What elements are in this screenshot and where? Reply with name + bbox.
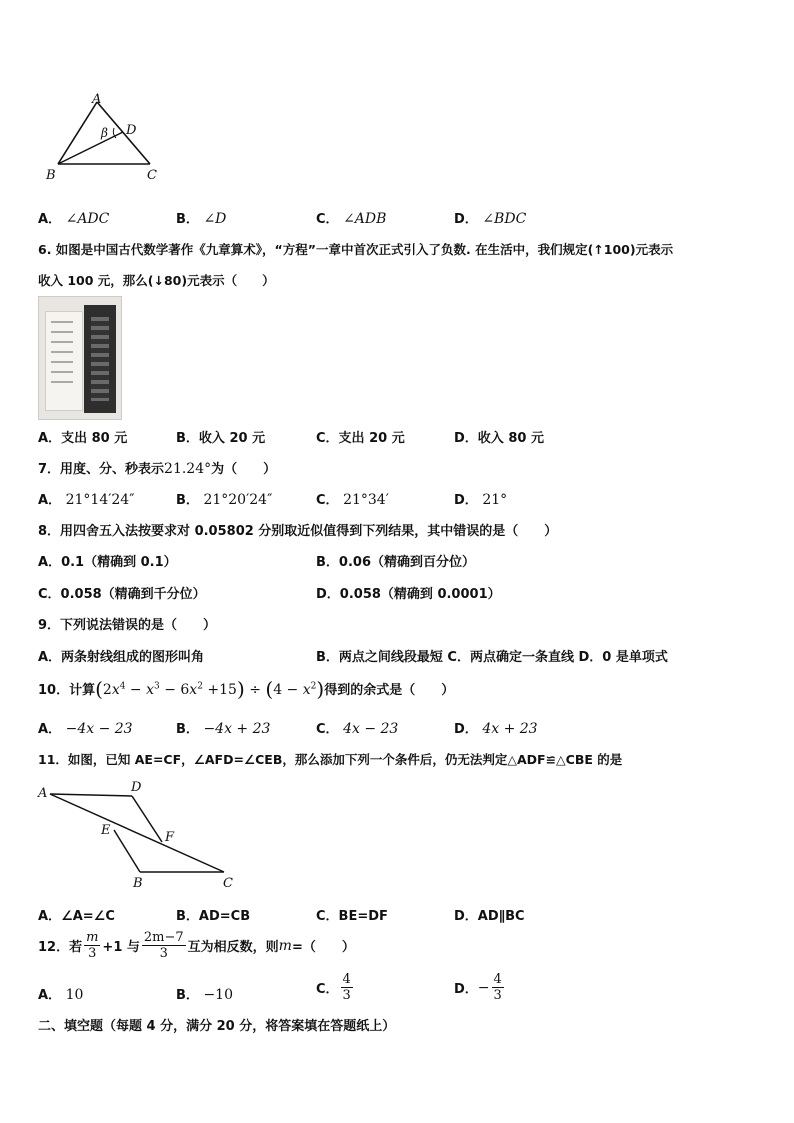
q12-option-d[interactable] [454, 972, 506, 1003]
fraction-denominator: 3 [493, 988, 502, 1003]
vertex-label-a: A [92, 92, 102, 107]
option-letter: D． [454, 212, 478, 227]
option-text: 21°34′ [343, 492, 389, 508]
fraction-denominator: 3 [342, 988, 351, 1003]
q12-stem-post: 互为相反数，则 [187, 940, 279, 955]
q9-options-bcd[interactable]: B．两点之间线段最短 C．两点确定一条直线 D．0 是单项式 [316, 650, 668, 665]
vertex-label-f: F [165, 830, 175, 845]
q12-stem-tail: =（ ） [291, 940, 355, 955]
q11-option-d[interactable] [454, 905, 525, 924]
vertex-label-c: C [223, 876, 233, 891]
option-letter: A． [38, 431, 62, 446]
option-letter: B． [176, 988, 199, 1003]
book-script [51, 321, 73, 391]
q10-stem-post: 得到的余式是（ ） [324, 683, 455, 698]
option-text: −4x − 23 [65, 721, 133, 737]
option-letter: B． [176, 493, 199, 508]
option-text: 支出 20 元 [338, 431, 405, 446]
q10-expression: $(2x^4 - x^3 - 6x^2 +15) \div (4 - x^2)$ [95, 677, 325, 701]
option-text: 0.058（精确到千分位） [60, 587, 206, 602]
q7-option-d[interactable] [454, 489, 507, 508]
option-letter: C． [316, 722, 339, 737]
q5-option-d[interactable] [454, 208, 526, 227]
q11-option-a[interactable] [38, 905, 115, 924]
angle-label-beta: β [101, 126, 108, 140]
q7-option-c[interactable] [316, 489, 389, 508]
q6-stem-line1: 6. 如图是中国古代数学著作《九章算术》，“方程”一章中首次正式引入了负数. 在生活中，我们规定(↑100)元表示 [38, 242, 674, 257]
q8-stem: 8．用四舍五入法按要求对 0.05802 分别取近似值得到下列结果，其中错误的是（ ） [38, 524, 558, 539]
option-text: 0.058（精确到 0.0001） [339, 587, 501, 602]
q12-stem-pre: 12．若 [38, 940, 83, 955]
option-letter: A． [38, 493, 62, 508]
option-letter: D． [454, 431, 478, 446]
option-letter: A． [38, 212, 62, 227]
vertex-label-a: A [38, 786, 48, 801]
q12-option-a[interactable] [38, 984, 83, 1003]
option-letter: B． [176, 431, 199, 446]
option-text: 支出 80 元 [61, 431, 128, 446]
option-letter: A． [38, 988, 62, 1003]
q6-option-c[interactable] [316, 427, 405, 446]
q8-option-a[interactable] [38, 551, 177, 570]
q8-option-b[interactable] [316, 551, 475, 570]
q6-option-a[interactable] [38, 427, 127, 446]
fraction-4-over-3 [341, 972, 353, 1003]
option-text: AD=CB [198, 909, 251, 924]
option-text: ∠ADB [343, 211, 387, 227]
option-text: 收入 80 元 [477, 431, 544, 446]
option-letter: A． [38, 909, 62, 924]
q12-stem [38, 930, 355, 961]
option-text: BE=DF [338, 909, 388, 924]
q7-stem-pre: 7．用度、分、秒表示 [38, 462, 165, 477]
q7-option-b[interactable] [176, 489, 272, 508]
option-letter: C． [38, 587, 61, 602]
vertex-label-d: D [131, 780, 142, 795]
option-letter: A． [38, 722, 62, 737]
vertex-label-b: B [133, 876, 143, 891]
option-text: 4x + 23 [482, 721, 538, 737]
option-text: 10 [65, 987, 84, 1003]
q5-option-c[interactable] [316, 208, 386, 227]
option-text: 收入 20 元 [198, 431, 266, 446]
option-text: AD∥BC [477, 909, 525, 924]
q12-variable-m: m [278, 937, 292, 954]
vertex-label-d: D [126, 123, 137, 138]
option-text: 4x − 23 [343, 721, 399, 737]
q7-stem [38, 458, 276, 477]
option-text: 21°14′24″ [65, 492, 135, 508]
vertex-label-b: B [46, 168, 56, 183]
fraction-numerator: 2m−7 [143, 930, 184, 945]
option-text: ∠A=∠C [61, 909, 115, 924]
option-letter: C． [316, 982, 339, 997]
q11-stem: 11．如图，已知 AE=CF，∠AFD=∠CEB，那么添加下列一个条件后，仍无法判定△ADF≌△CBE 的是 [38, 752, 623, 767]
q10-option-c[interactable] [316, 718, 398, 737]
q12-option-c[interactable] [316, 972, 355, 1003]
option-text: 21° [482, 492, 508, 508]
option-letter: A． [38, 555, 62, 570]
option-text: ∠D [203, 211, 227, 227]
option-letter: C． [316, 431, 339, 446]
q6-stem-line2: 收入 100 元，那么(↓80)元表示（ ） [38, 273, 275, 288]
option-sign: − [477, 979, 490, 996]
q10-option-d[interactable] [454, 718, 538, 737]
option-letter: B． [176, 909, 199, 924]
option-letter: B． [176, 212, 199, 227]
option-letter: D． [454, 722, 478, 737]
q9-stem: 9．下列说法错误的是（ ） [38, 618, 217, 633]
q12-stem-mid: +1 与 [102, 940, 140, 955]
q7-option-a[interactable] [38, 489, 134, 508]
option-letter: D． [454, 493, 478, 508]
q8-option-d[interactable] [316, 583, 501, 602]
q7-stem-value: 21.24° [164, 461, 212, 477]
fraction-numerator: m [86, 930, 99, 945]
q11-option-b[interactable] [176, 905, 250, 924]
q10-option-a[interactable] [38, 718, 133, 737]
fraction-denominator: 3 [88, 946, 97, 961]
option-letter: C． [316, 493, 339, 508]
vertex-label-e: E [101, 823, 111, 838]
option-text: 0.06（精确到百分位） [338, 555, 475, 570]
option-letter: C． [316, 212, 339, 227]
q12-option-b[interactable] [176, 984, 233, 1003]
fraction-2m-7-over-3 [142, 930, 186, 961]
vertex-label-c: C [147, 168, 157, 183]
option-letter: D． [454, 909, 478, 924]
option-text: 0.1（精确到 0.1） [61, 555, 177, 570]
option-letter: B． [176, 722, 199, 737]
option-text: 21°20′24″ [203, 492, 273, 508]
option-letter: D． [454, 982, 478, 997]
q10-stem-pre: 10．计算 [38, 683, 96, 698]
book-photo-image [38, 296, 122, 420]
book-spine-title [91, 317, 109, 401]
fraction-numerator: 4 [342, 972, 351, 987]
option-letter: D． [316, 587, 340, 602]
q5-option-b[interactable] [176, 208, 226, 227]
option-text: −4x + 23 [203, 721, 271, 737]
q7-stem-post: 为（ ） [211, 462, 277, 477]
q5-option-a[interactable] [38, 208, 109, 227]
fraction-m-over-3 [84, 930, 100, 961]
q9-option-a[interactable]: A．两条射线组成的图形叫角 [38, 650, 205, 665]
option-text: −10 [203, 987, 233, 1003]
q8-option-c[interactable] [38, 583, 206, 602]
option-letter: C． [316, 909, 339, 924]
fraction-4-over-3 [492, 972, 504, 1003]
q11-option-c[interactable] [316, 905, 388, 924]
section-heading-fill-in: 二、填空题（每题 4 分，满分 20 分，将答案填在答题纸上） [38, 1019, 396, 1034]
q6-option-b[interactable] [176, 427, 265, 446]
q10-option-b[interactable] [176, 718, 270, 737]
option-text: ∠ADC [65, 211, 110, 227]
q10-stem [38, 677, 454, 701]
q6-option-d[interactable] [454, 427, 544, 446]
option-text: ∠BDC [482, 211, 527, 227]
option-letter: B． [316, 555, 339, 570]
fraction-denominator: 3 [159, 946, 168, 961]
fraction-numerator: 4 [493, 972, 502, 987]
